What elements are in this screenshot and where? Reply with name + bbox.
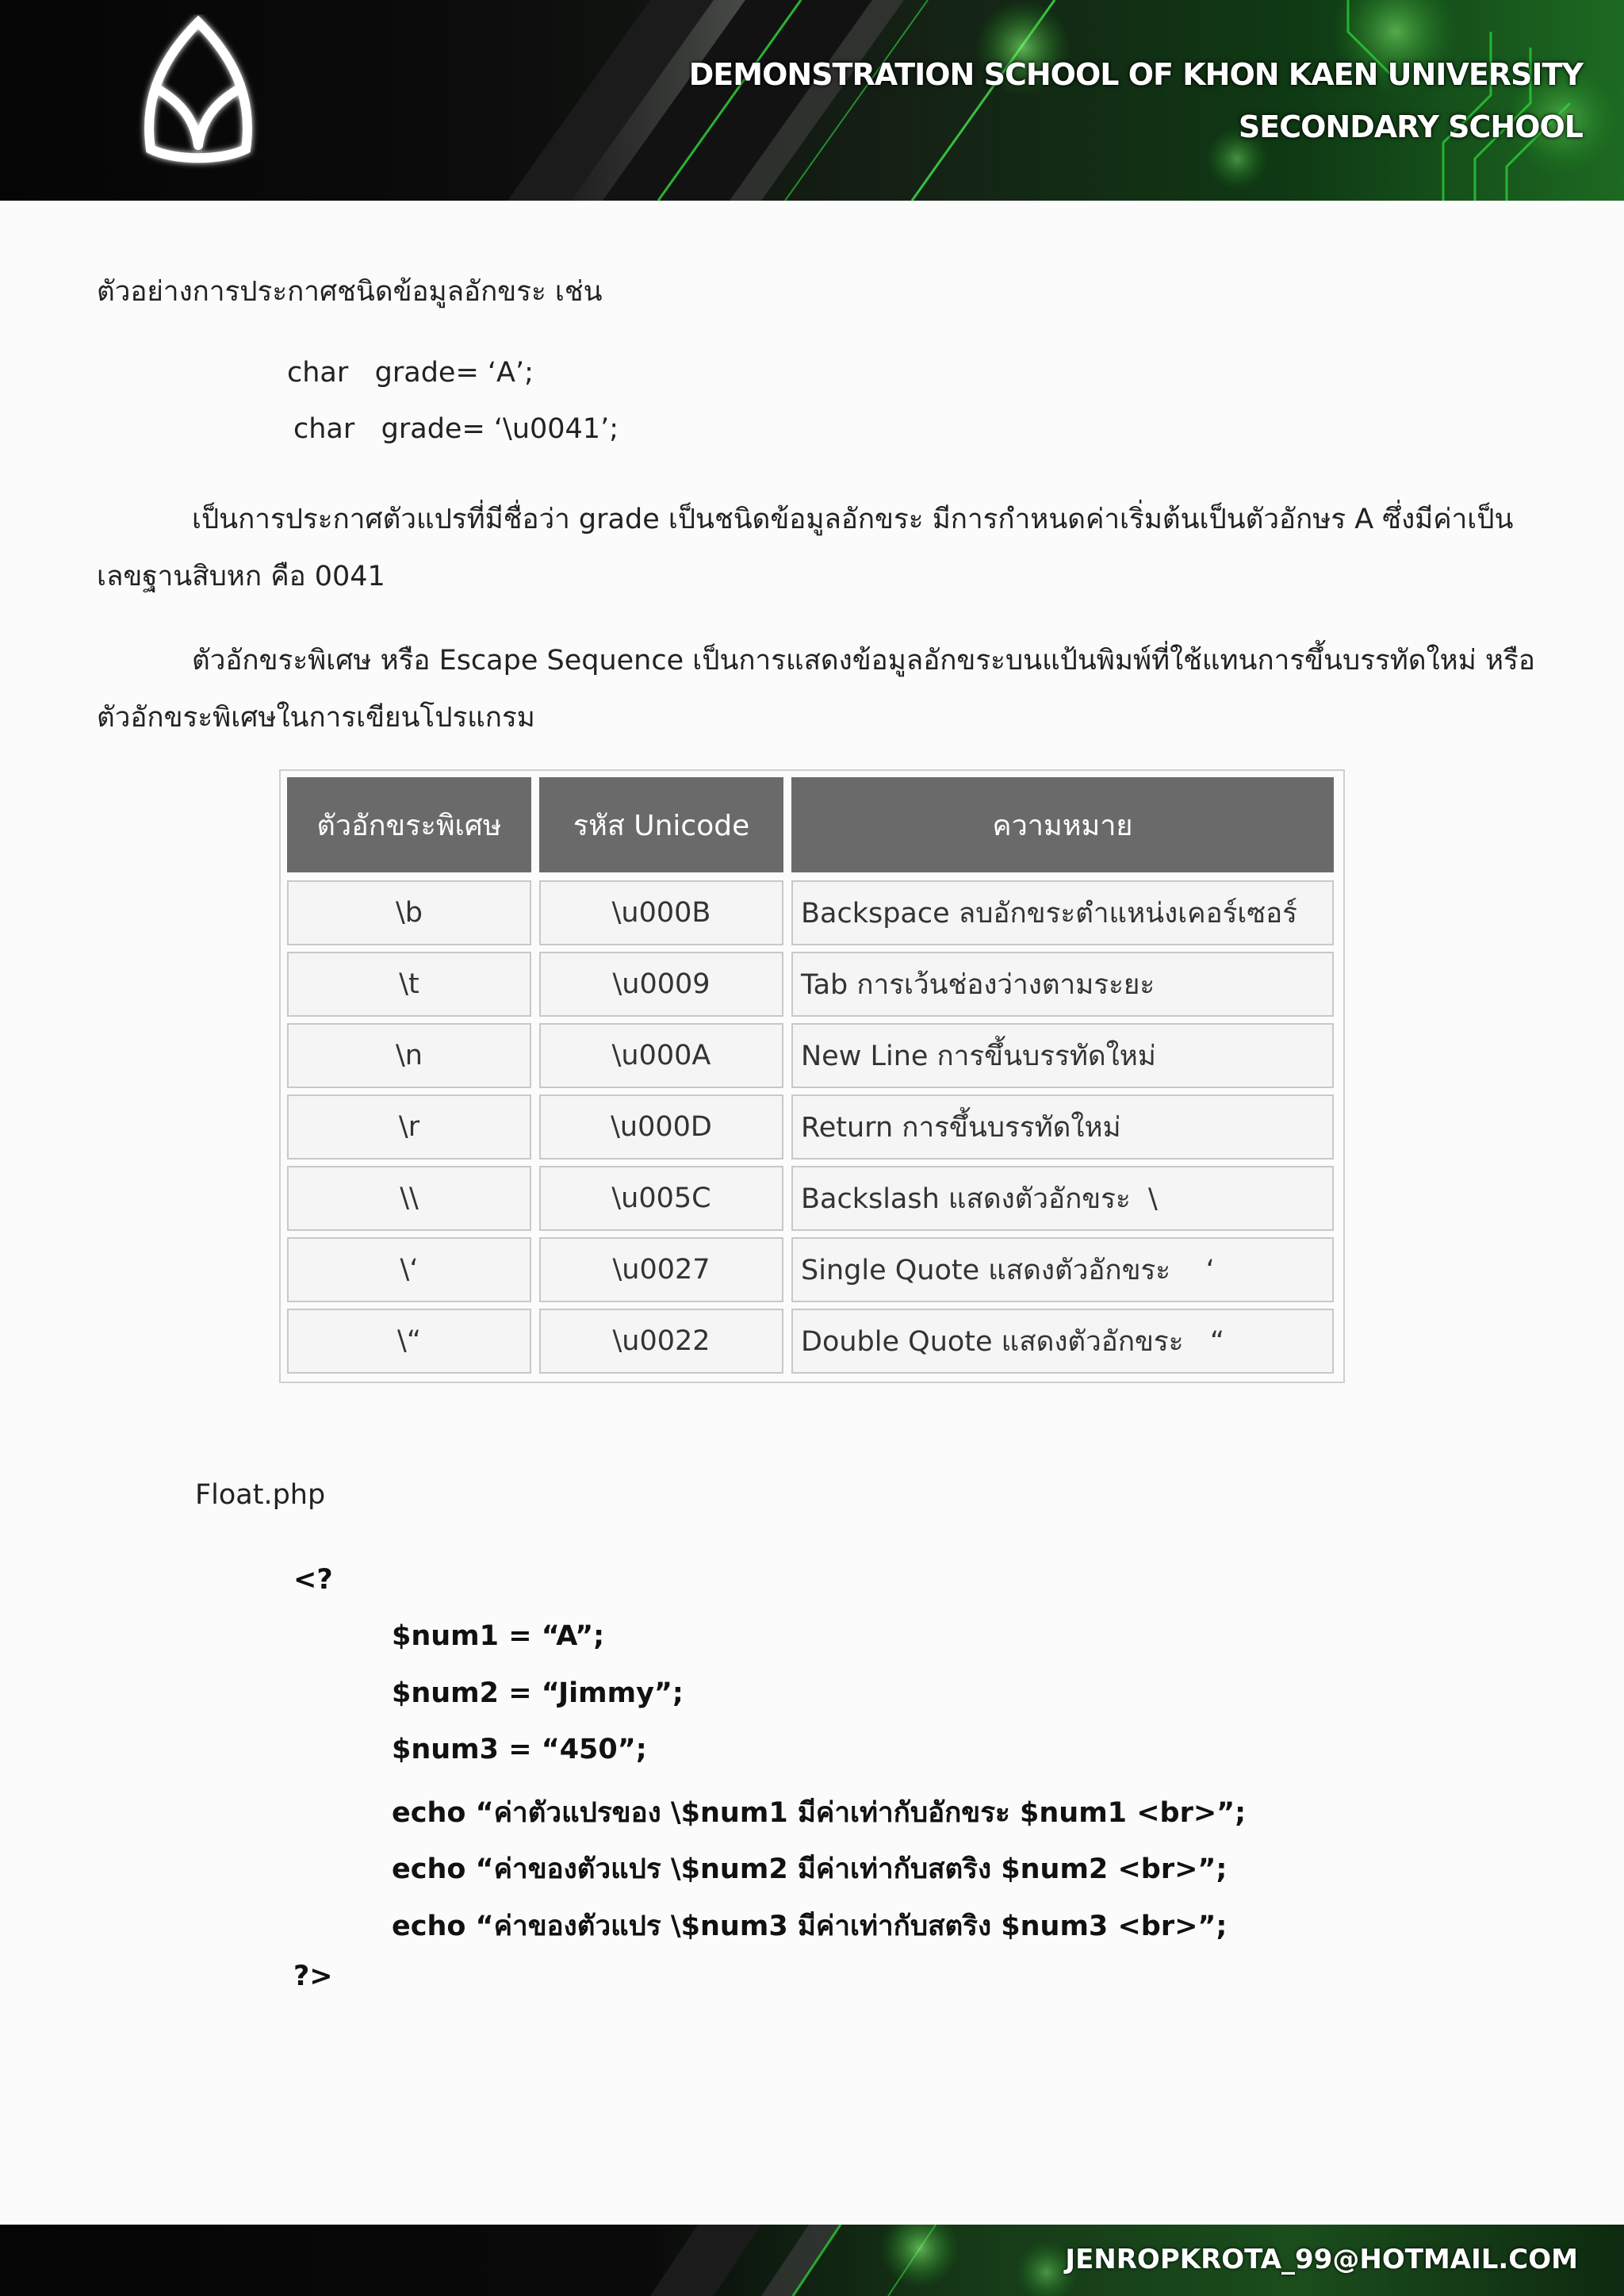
code-line: $num1 = “A”;	[392, 1620, 605, 1652]
paragraph-2-line-1: ตัวอักขระพิเศษ หรือ Escape Sequence เป็นการแสดงข้อมูลอักขระบนแป้นพิมพ์ที่ใช้แทนการขึ้นบรรทัดใหม่ หรือ	[192, 645, 1535, 677]
school-name: DEMONSTRATION SCHOOL OF KHON KAEN UNIVERSITY	[688, 57, 1583, 92]
char-declaration-2: char grade= ‘\u0041’;	[293, 413, 619, 445]
table-cell-meaning: New Line การขึ้นบรรทัดใหม่	[791, 1023, 1334, 1088]
table-header-cell: ตัวอักขระพิเศษ	[287, 777, 531, 872]
table-cell-meaning: Backslash แสดงตัวอักขระ \	[791, 1166, 1334, 1231]
table-cell-meaning: Backspace ลบอักขระตำแหน่งเคอร์เซอร์	[791, 880, 1334, 945]
paragraph-1-line-1: เป็นการประกาศตัวแปรที่มีชื่อว่า grade เป็นชนิดข้อมูลอักขระ มีการกำหนดค่าเริ่มต้นเป็นตัวอักษร A ซึ่งมีค่าเป็น	[192, 504, 1514, 535]
code-line: $num2 = “Jimmy”;	[392, 1677, 684, 1709]
page-footer-banner	[0, 2225, 1624, 2296]
table-cell-escape: \‘	[287, 1237, 531, 1302]
code-line: $num3 = “450”;	[392, 1734, 647, 1765]
code-line: echo “ค่าตัวแปรของ \$num1 มีค่าเท่ากับอักขระ $num1 <br>”;	[392, 1797, 1247, 1829]
code-line: ?>	[293, 1961, 333, 1992]
code-line: <?	[293, 1564, 333, 1596]
table-cell-unicode: \u0027	[539, 1237, 783, 1302]
escape-sequence-table	[279, 769, 1345, 1383]
table-cell-meaning: Tab การเว้นช่องว่างตามระยะ	[791, 952, 1334, 1017]
table-cell-unicode: \u0022	[539, 1309, 783, 1374]
school-logo-icon	[135, 14, 262, 173]
table-cell-unicode: \u005C	[539, 1166, 783, 1231]
paragraph-1-line-2: เลขฐานสิบหก คือ 0041	[97, 561, 385, 592]
table-cell-escape: \b	[287, 880, 531, 945]
table-cell-unicode: \u000D	[539, 1094, 783, 1159]
school-subtitle: SECONDARY SCHOOL	[1238, 109, 1583, 144]
char-declaration-1: char grade= ‘A’;	[287, 357, 534, 389]
table-cell-escape: \n	[287, 1023, 531, 1088]
paragraph-2-line-2: ตัวอักขระพิเศษในการเขียนโปรแกรม	[97, 702, 535, 734]
table-cell-meaning: Single Quote แสดงตัวอักขระ ‘	[791, 1237, 1334, 1302]
table-cell-escape: \“	[287, 1309, 531, 1374]
code-line: echo “ค่าของตัวแปร \$num2 มีค่าเท่ากับสตริง $num2 <br>”;	[392, 1853, 1228, 1885]
table-header-cell: รหัส Unicode	[539, 777, 783, 872]
table-header-cell: ความหมาย	[791, 777, 1334, 872]
table-cell-escape: \\	[287, 1166, 531, 1231]
table-cell-unicode: \u000B	[539, 880, 783, 945]
contact-email: JENROPKROTA_99@HOTMAIL.COM	[1065, 2244, 1578, 2275]
table-cell-meaning: Double Quote แสดงตัวอักขระ “	[791, 1309, 1334, 1374]
table-cell-escape: \t	[287, 952, 531, 1017]
table-cell-unicode: \u0009	[539, 952, 783, 1017]
intro-text: ตัวอย่างการประกาศชนิดข้อมูลอักขระ เช่น	[97, 276, 603, 308]
table-cell-escape: \r	[287, 1094, 531, 1159]
table-cell-meaning: Return การขึ้นบรรทัดใหม่	[791, 1094, 1334, 1159]
code-filename: Float.php	[195, 1479, 326, 1511]
table-cell-unicode: \u000A	[539, 1023, 783, 1088]
page-header-banner	[0, 0, 1624, 201]
code-line: echo “ค่าของตัวแปร \$num3 มีค่าเท่ากับสตริง $num3 <br>”;	[392, 1911, 1228, 1942]
